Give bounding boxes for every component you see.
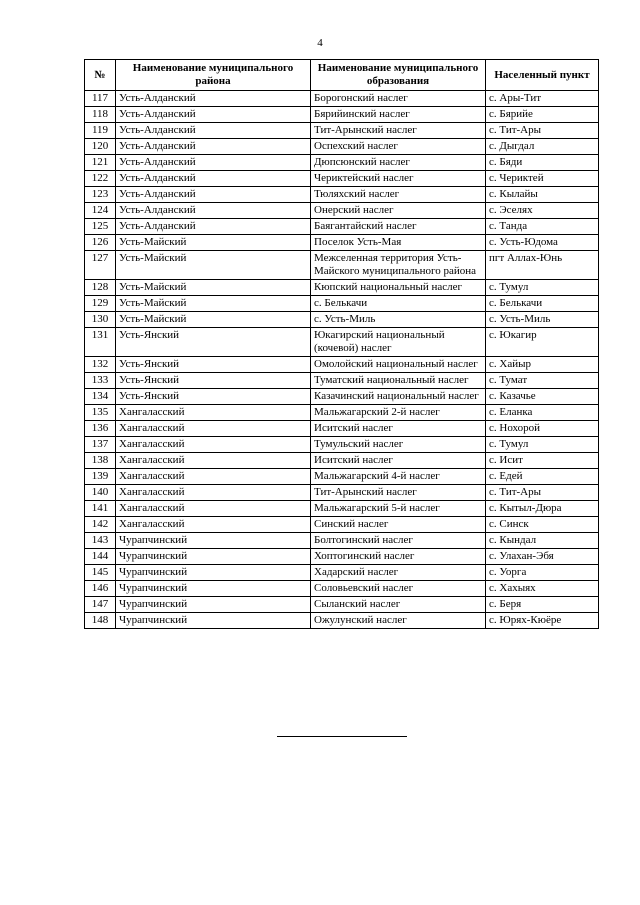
cell-district: Усть-Алданский [116,171,311,187]
cell-number: 141 [85,501,116,517]
table-row [85,565,599,581]
cell-municipality: Казачинский национальный наслег [311,389,486,405]
cell-municipality: Борогонский наслег [311,91,486,107]
cell-district: Хангаласский [116,517,311,533]
cell-district: Усть-Алданский [116,123,311,139]
cell-settlement: с. Хахыях [486,581,599,597]
header-municipality: Наименование муниципального образования [311,60,486,91]
cell-settlement: с. Уорга [486,565,599,581]
cell-number: 130 [85,312,116,328]
table-row [85,296,599,312]
cell-municipality: Туматский национальный наслег [311,373,486,389]
cell-district: Усть-Майский [116,312,311,328]
table-row [85,373,599,389]
cell-district: Усть-Алданский [116,187,311,203]
cell-number: 123 [85,187,116,203]
cell-municipality: Чериктейский наслег [311,171,486,187]
cell-district: Усть-Янский [116,389,311,405]
table-row [85,437,599,453]
cell-settlement: с. Танда [486,219,599,235]
cell-municipality: Иситский наслег [311,453,486,469]
cell-municipality: Онерский наслег [311,203,486,219]
table-row [85,235,599,251]
cell-district: Усть-Янский [116,328,311,357]
table-row [85,123,599,139]
cell-number: 140 [85,485,116,501]
cell-municipality: Хадарский наслег [311,565,486,581]
cell-number: 122 [85,171,116,187]
table-row [85,517,599,533]
table-row [85,581,599,597]
cell-municipality: Тумульский наслег [311,437,486,453]
cell-district: Чурапчинский [116,581,311,597]
cell-settlement: с. Еланка [486,405,599,421]
table-row [85,155,599,171]
cell-number: 135 [85,405,116,421]
table-row [85,533,599,549]
table-row [85,139,599,155]
cell-municipality: Соловьевский наслег [311,581,486,597]
cell-district: Усть-Алданский [116,203,311,219]
table-body [85,91,599,629]
cell-settlement: с. Юрях-Кюёре [486,613,599,629]
table-row [85,107,599,123]
table-row [85,171,599,187]
cell-number: 125 [85,219,116,235]
cell-settlement: с. Беря [486,597,599,613]
table-row [85,219,599,235]
table-row [85,549,599,565]
closing-rule [277,736,407,737]
cell-municipality: Иситский наслег [311,421,486,437]
cell-number: 147 [85,597,116,613]
cell-number: 127 [85,251,116,280]
cell-municipality: Синский наслег [311,517,486,533]
cell-district: Усть-Алданский [116,139,311,155]
cell-settlement: пгт Аллах-Юнь [486,251,599,280]
cell-settlement: с. Дыгдал [486,139,599,155]
table-row [85,501,599,517]
table-row [85,405,599,421]
cell-municipality: Тит-Арынский наслег [311,123,486,139]
cell-number: 144 [85,549,116,565]
cell-settlement: с. Исит [486,453,599,469]
cell-settlement: с. Улахан-Эбя [486,549,599,565]
cell-settlement: с. Юкагир [486,328,599,357]
cell-municipality: Бярийинский наслег [311,107,486,123]
table-row [85,469,599,485]
header-district: Наименование муниципального района [116,60,311,91]
cell-settlement: с. Чериктей [486,171,599,187]
cell-municipality: Болтогинский наслег [311,533,486,549]
cell-settlement: с. Едей [486,469,599,485]
cell-district: Чурапчинский [116,597,311,613]
cell-district: Усть-Майский [116,280,311,296]
cell-settlement: с. Усть-Миль [486,312,599,328]
cell-district: Хангаласский [116,501,311,517]
cell-number: 133 [85,373,116,389]
cell-number: 117 [85,91,116,107]
header-number: № [85,60,116,91]
cell-municipality: Хоптогинский наслег [311,549,486,565]
cell-number: 126 [85,235,116,251]
cell-district: Хангаласский [116,405,311,421]
cell-settlement: с. Кытыл-Дюра [486,501,599,517]
cell-settlement: с. Бяди [486,155,599,171]
cell-settlement: с. Тумул [486,437,599,453]
cell-number: 132 [85,357,116,373]
cell-number: 146 [85,581,116,597]
cell-number: 138 [85,453,116,469]
cell-district: Усть-Алданский [116,219,311,235]
table-row [85,203,599,219]
cell-district: Усть-Алданский [116,155,311,171]
cell-municipality: Омолойский национальный наслег [311,357,486,373]
cell-district: Хангаласский [116,453,311,469]
cell-municipality: Мальжагарский 4-й наслег [311,469,486,485]
cell-settlement: с. Кындал [486,533,599,549]
cell-municipality: с. Усть-Миль [311,312,486,328]
cell-municipality: Дюпсюнский наслег [311,155,486,171]
table-row [85,453,599,469]
table-row [85,613,599,629]
cell-number: 129 [85,296,116,312]
table-row [85,597,599,613]
cell-municipality: Баягантайский наслег [311,219,486,235]
cell-number: 118 [85,107,116,123]
cell-settlement: с. Бярийе [486,107,599,123]
cell-municipality: Тит-Арынский наслег [311,485,486,501]
table-row [85,312,599,328]
cell-district: Усть-Алданский [116,107,311,123]
page-number: 4 [317,37,323,49]
cell-settlement: с. Тумул [486,280,599,296]
table-row [85,328,599,357]
cell-municipality: Кюпский национальный наслег [311,280,486,296]
table-row [85,91,599,107]
cell-district: Хангаласский [116,485,311,501]
cell-municipality: Тюляхский наслег [311,187,486,203]
cell-settlement: с. Ары-Тит [486,91,599,107]
cell-settlement: с. Синск [486,517,599,533]
cell-municipality: Поселок Усть-Мая [311,235,486,251]
cell-number: 142 [85,517,116,533]
cell-number: 120 [85,139,116,155]
cell-number: 137 [85,437,116,453]
cell-district: Усть-Майский [116,251,311,280]
table-row [85,280,599,296]
cell-district: Усть-Янский [116,357,311,373]
cell-district: Чурапчинский [116,533,311,549]
cell-district: Хангаласский [116,421,311,437]
cell-number: 145 [85,565,116,581]
table-row [85,485,599,501]
cell-municipality: Оспехский наслег [311,139,486,155]
cell-settlement: с. Тит-Ары [486,485,599,501]
table-row [85,357,599,373]
header-settlement: Населенный пункт [486,60,599,91]
cell-municipality: Юкагирский национальный (кочевой) наслег [311,328,486,357]
cell-settlement: с. Усть-Юдома [486,235,599,251]
cell-settlement: с. Нохорой [486,421,599,437]
cell-number: 134 [85,389,116,405]
cell-municipality: Межселенная территория Усть-Майского муниципального района [311,251,486,280]
table-header-row [85,60,599,91]
cell-municipality: Мальжагарский 5-й наслег [311,501,486,517]
cell-settlement: с. Казачье [486,389,599,405]
table-row [85,187,599,203]
table-row [85,421,599,437]
cell-municipality: Ожулунский наслег [311,613,486,629]
cell-settlement: с. Хайыр [486,357,599,373]
cell-settlement: с. Тумат [486,373,599,389]
cell-number: 143 [85,533,116,549]
cell-district: Хангаласский [116,469,311,485]
cell-number: 139 [85,469,116,485]
cell-district: Усть-Янский [116,373,311,389]
settlements-table [84,59,599,629]
cell-district: Усть-Майский [116,235,311,251]
cell-number: 119 [85,123,116,139]
table-row [85,389,599,405]
cell-district: Чурапчинский [116,613,311,629]
cell-settlement: с. Белькачи [486,296,599,312]
cell-municipality: с. Белькачи [311,296,486,312]
cell-number: 124 [85,203,116,219]
cell-municipality: Мальжагарский 2-й наслег [311,405,486,421]
cell-settlement: с. Тит-Ары [486,123,599,139]
cell-district: Усть-Майский [116,296,311,312]
cell-district: Усть-Алданский [116,91,311,107]
cell-number: 121 [85,155,116,171]
cell-settlement: с. Эселях [486,203,599,219]
cell-settlement: с. Кылайы [486,187,599,203]
table-row [85,251,599,280]
cell-district: Чурапчинский [116,549,311,565]
cell-number: 131 [85,328,116,357]
cell-district: Чурапчинский [116,565,311,581]
cell-number: 148 [85,613,116,629]
cell-number: 128 [85,280,116,296]
cell-district: Хангаласский [116,437,311,453]
cell-municipality: Сыланский наслег [311,597,486,613]
cell-number: 136 [85,421,116,437]
